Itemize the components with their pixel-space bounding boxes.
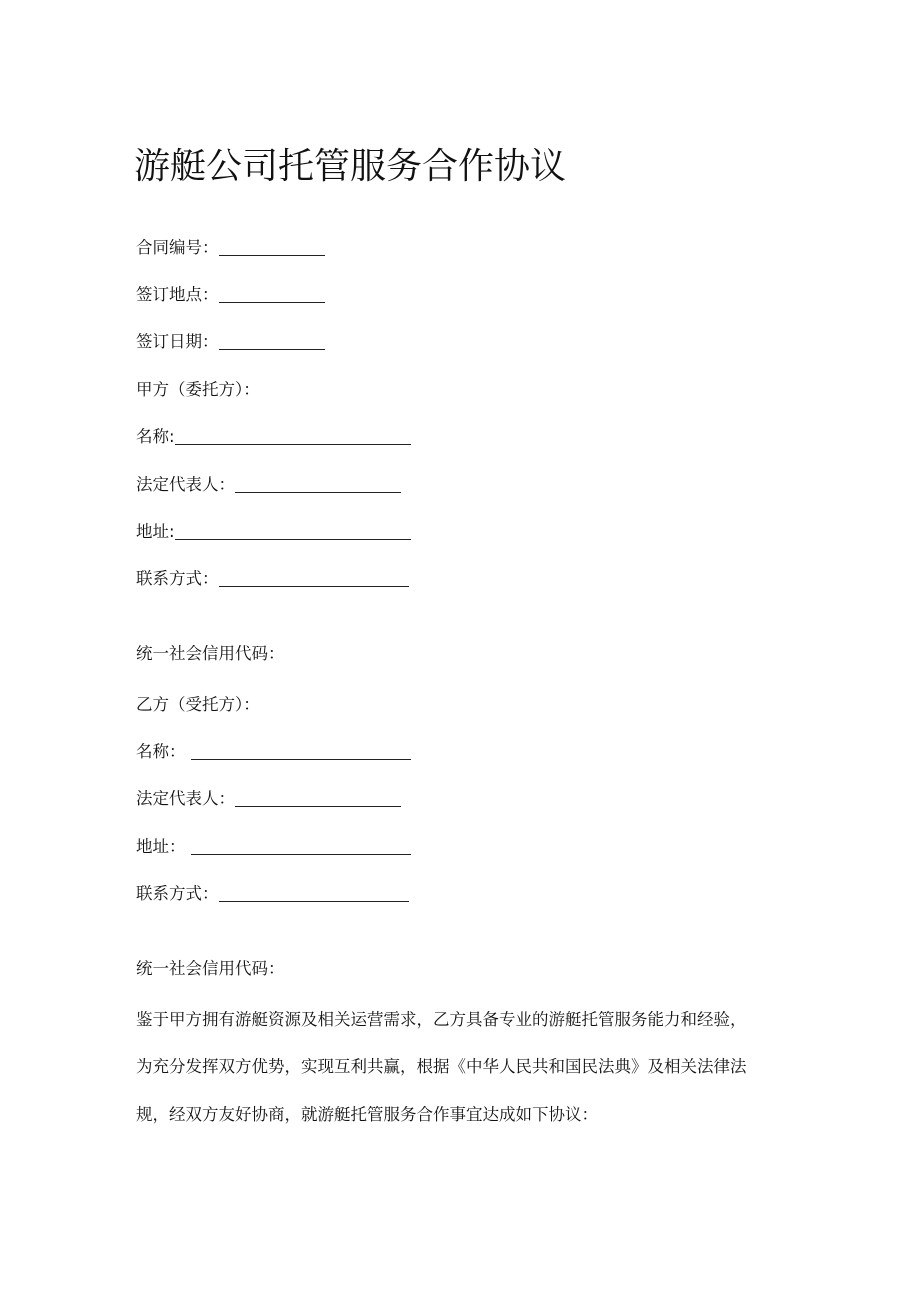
- sign-place-blank[interactable]: [219, 284, 325, 303]
- party-b-credit-code-label: 统一社会信用代码：: [136, 959, 285, 978]
- sign-date-label: 签订日期：: [136, 332, 219, 351]
- preamble-line-2: 为充分发挥双方优势，实现互利共赢，根据《中华人民共和国民法典》及相关法律法: [136, 1057, 747, 1076]
- party-b-heading: 乙方（受托方）：: [136, 695, 260, 714]
- party-b-heading-row: [136, 693, 260, 717]
- contract-number-row: [136, 236, 325, 260]
- party-a-credit-code-row: [136, 642, 285, 666]
- contract-number-blank[interactable]: [219, 237, 325, 256]
- party-b-contact-label: 联系方式：: [136, 884, 219, 903]
- party-a-address-label: 地址:: [136, 522, 175, 541]
- contract-number-label: 合同编号：: [136, 238, 219, 257]
- party-b-address-row: [136, 835, 411, 859]
- party-a-heading-row: [136, 378, 260, 402]
- party-b-legal-rep-label: 法定代表人：: [136, 789, 235, 808]
- party-a-name-blank[interactable]: [175, 426, 411, 445]
- party-b-contact-row: [136, 882, 409, 906]
- party-b-name-label: 名称：: [136, 742, 186, 761]
- party-a-address-blank[interactable]: [175, 521, 411, 540]
- party-b-address-label: 地址：: [136, 837, 186, 856]
- sign-place-row: [136, 283, 325, 307]
- party-a-heading: 甲方（委托方）：: [136, 380, 260, 399]
- party-a-legal-rep-label: 法定代表人：: [136, 475, 235, 494]
- party-b-address-blank[interactable]: [191, 836, 411, 855]
- party-a-address-row: [136, 520, 411, 544]
- sign-date-blank[interactable]: [219, 331, 325, 350]
- party-b-legal-rep-blank[interactable]: [235, 788, 401, 807]
- preamble-line-1: 鉴于甲方拥有游艇资源及相关运营需求，乙方具备专业的游艇托管服务能力和经验，: [136, 1010, 747, 1029]
- preamble-line-3: 规，经双方友好协商，就游艇托管服务合作事宜达成如下协议：: [136, 1105, 598, 1124]
- party-b-contact-blank[interactable]: [219, 883, 409, 902]
- sign-place-label: 签订地点：: [136, 285, 219, 304]
- party-a-contact-label: 联系方式：: [136, 569, 219, 588]
- party-a-name-label: 名称:: [136, 427, 175, 446]
- party-b-name-blank[interactable]: [191, 741, 411, 760]
- party-a-name-row: [136, 425, 411, 449]
- party-a-legal-rep-blank[interactable]: [235, 474, 401, 493]
- party-a-legal-rep-row: [136, 473, 401, 497]
- party-a-contact-row: [136, 567, 409, 591]
- party-b-name-row: [136, 740, 411, 764]
- sign-date-row: [136, 330, 325, 354]
- party-b-legal-rep-row: [136, 787, 401, 811]
- party-b-credit-code-row: [136, 957, 285, 981]
- document-title: 游艇公司托管服务合作协议: [134, 146, 567, 187]
- party-a-contact-blank[interactable]: [219, 568, 409, 587]
- party-a-credit-code-label: 统一社会信用代码：: [136, 644, 285, 663]
